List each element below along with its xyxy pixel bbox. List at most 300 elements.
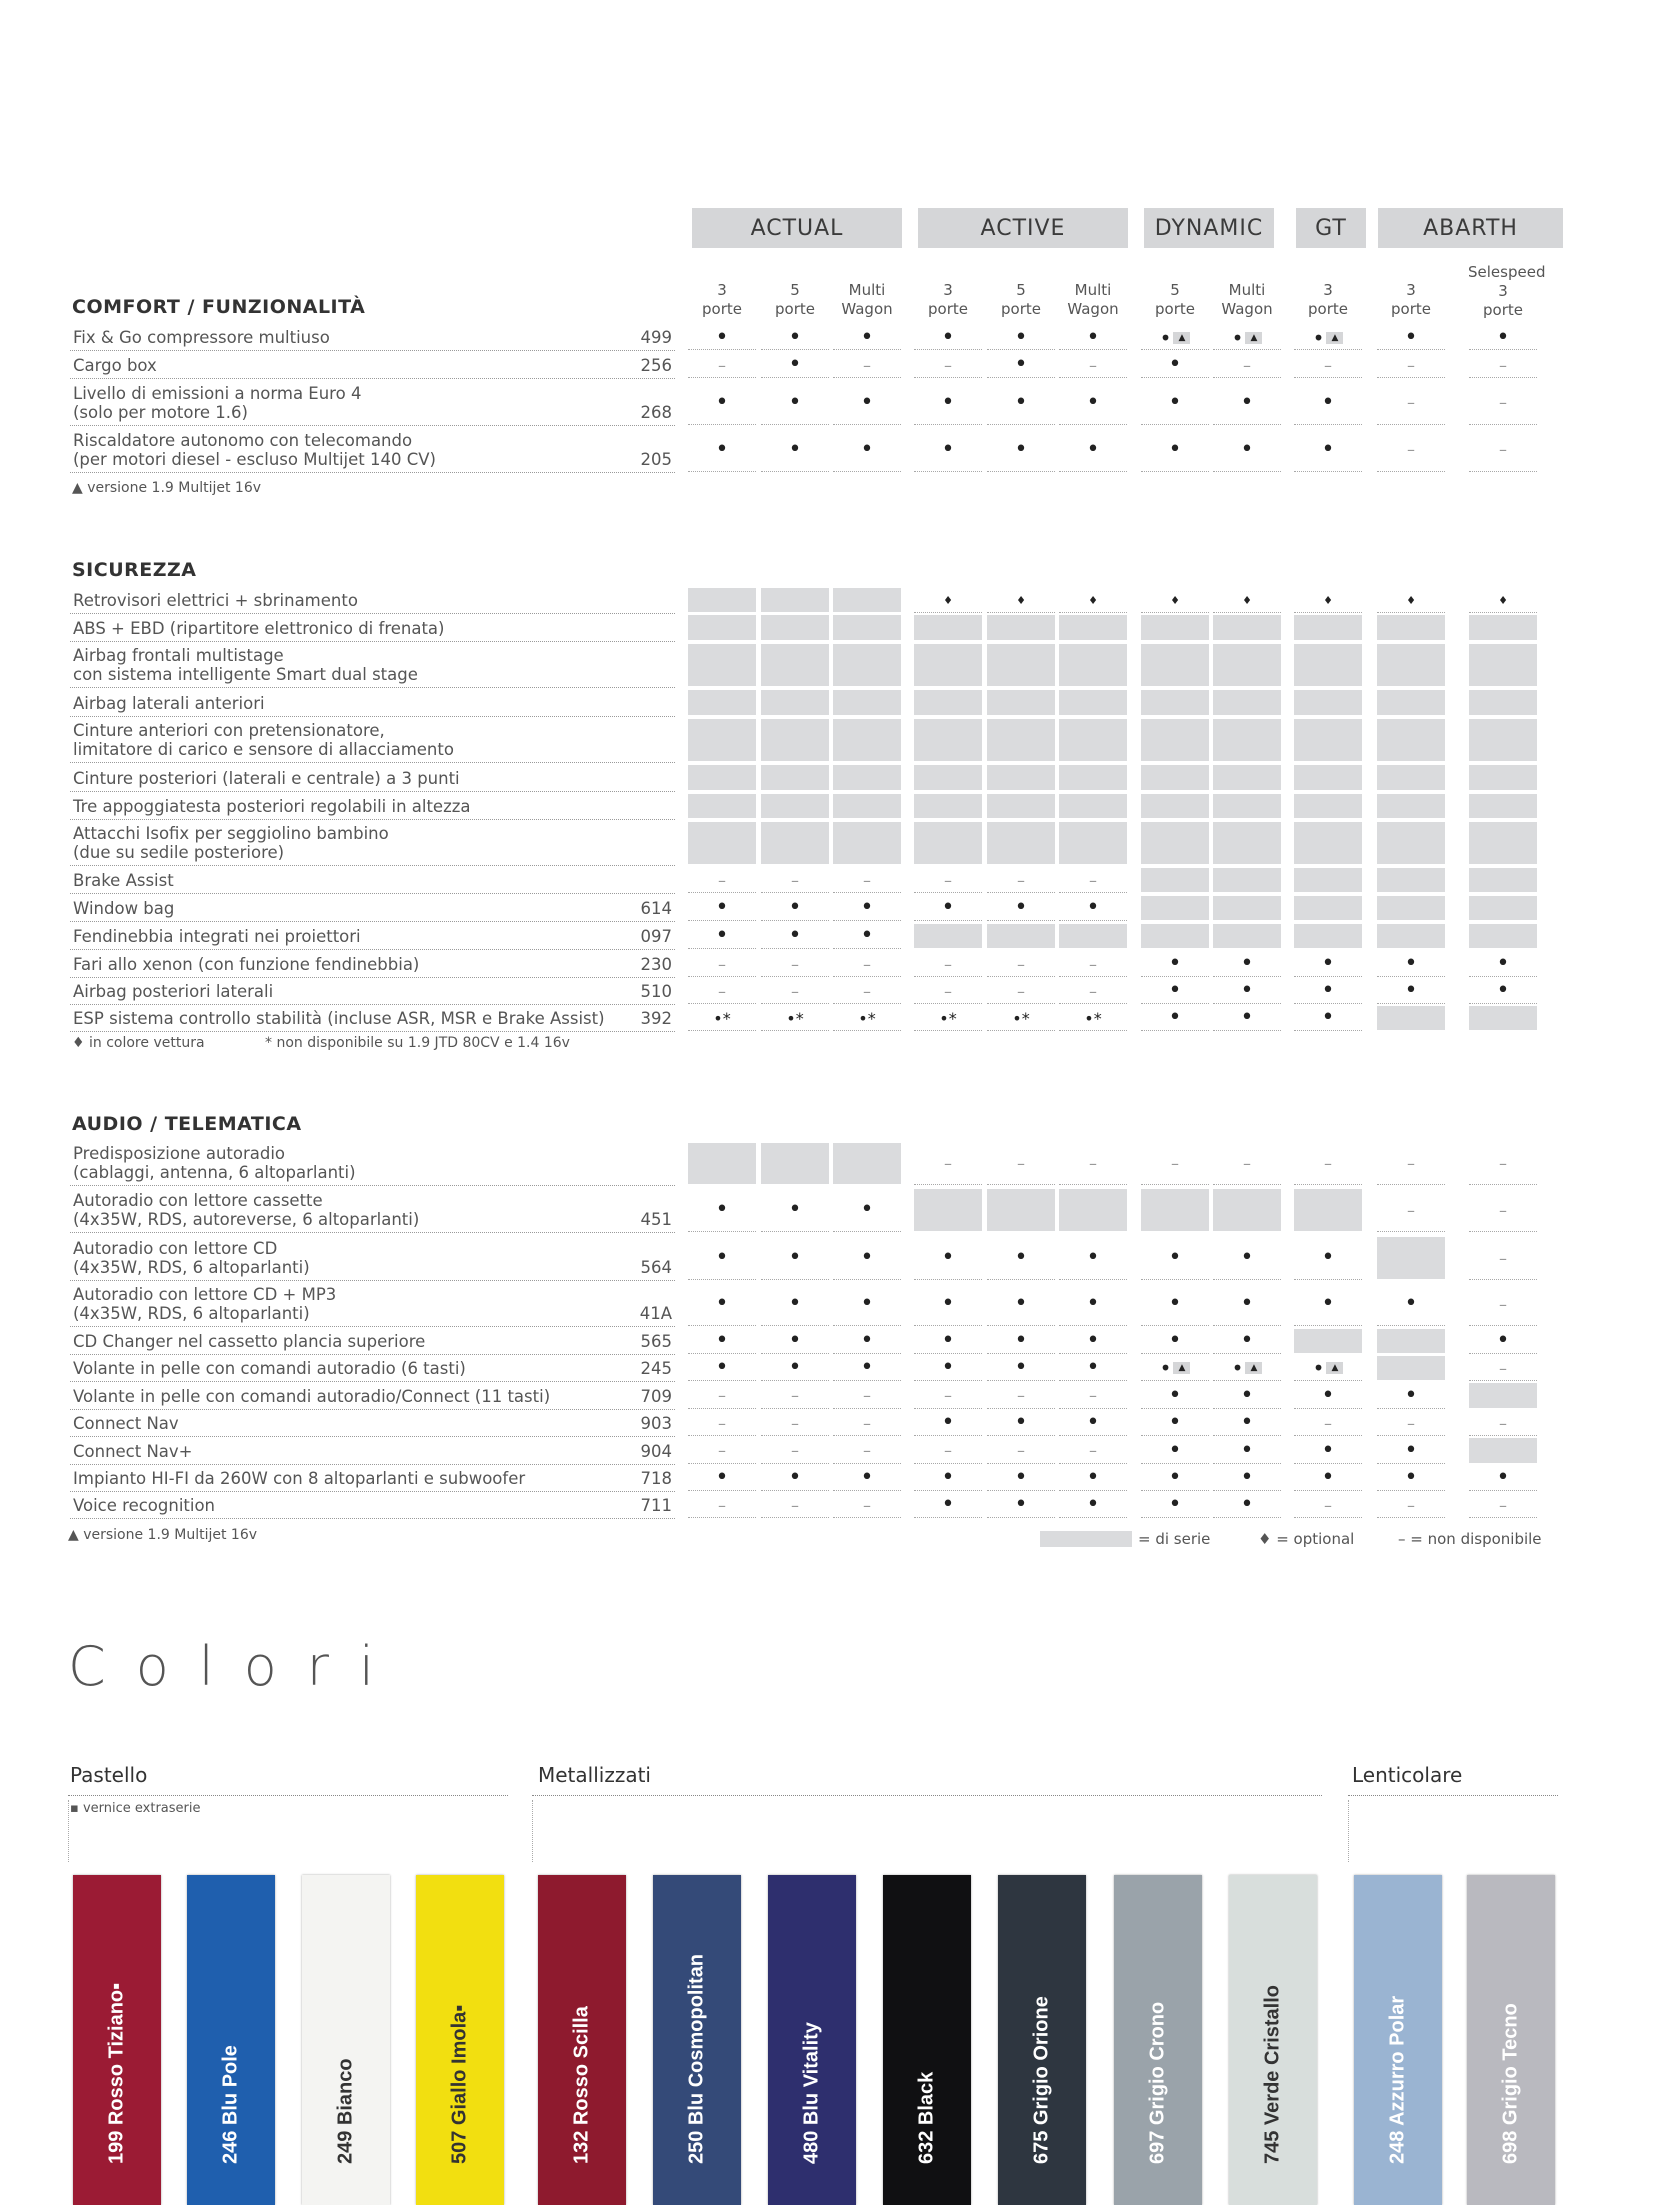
column-header [1212, 281, 1282, 319]
feature-label: Retrovisori elettrici + sbrinamento [73, 591, 358, 610]
legend-standard-label: = di serie [1138, 1530, 1211, 1548]
color-swatch [416, 1875, 504, 2205]
table-row [70, 1465, 675, 1492]
cell-std [688, 588, 756, 613]
feature-label: CD Changer nel cassetto plancia superiore [73, 1332, 426, 1351]
column-header-line: Multi [1228, 281, 1266, 299]
cell-dash: – [1059, 1143, 1127, 1185]
metallizzati-bracket [532, 1800, 533, 1862]
color-swatch-label: 632 Black [915, 2071, 938, 2164]
pastello-rule [68, 1795, 508, 1797]
cell-dot [1141, 1438, 1209, 1464]
cell-std [987, 690, 1055, 716]
cell-dot [1141, 1237, 1209, 1280]
color-swatch [73, 1875, 161, 2205]
cell-dash: – [761, 979, 829, 1004]
cell-std [1377, 690, 1445, 716]
cell-std [1059, 615, 1127, 641]
cell-dot [688, 1329, 756, 1354]
cell-dot [987, 381, 1055, 425]
cell-std [761, 765, 829, 791]
cell-dotstar [1059, 1006, 1127, 1031]
cell-dot [1059, 896, 1127, 921]
column-header [760, 281, 830, 319]
cell-dot [761, 353, 829, 378]
cell-dot [914, 1329, 982, 1354]
cell-std [833, 719, 901, 762]
cell-dot [1377, 952, 1445, 977]
cell-dash: – [1469, 1189, 1537, 1232]
column-header-line: Selespeed [1468, 263, 1546, 281]
table-row [70, 1142, 675, 1186]
feature-label: Connect Nav+ [73, 1442, 193, 1461]
cell-dot [1294, 381, 1362, 425]
cell-dot [1377, 979, 1445, 1004]
cell-opt [1141, 588, 1209, 613]
cell-dot [761, 327, 829, 350]
cell-dot [1294, 1237, 1362, 1280]
cell-std [1377, 719, 1445, 762]
cell-std [1059, 822, 1127, 865]
cell-dot [1141, 1493, 1209, 1518]
cell-std [1059, 924, 1127, 949]
cell-std [914, 765, 982, 791]
column-header [1058, 281, 1128, 319]
table-row [70, 895, 675, 922]
column-header-line: 3 [943, 281, 953, 299]
section-title-sicurezza: SICUREZZA [72, 559, 197, 581]
cell-std [1377, 1006, 1445, 1031]
column-header-line: Wagon [1221, 300, 1273, 318]
cell-std [1377, 924, 1445, 949]
cell-dot [1141, 952, 1209, 977]
column-header [832, 281, 902, 319]
cell-dot [761, 1237, 829, 1280]
table-row [70, 1005, 675, 1032]
cell-dot [833, 1189, 901, 1232]
table-row [70, 718, 675, 763]
feature-label: Fendinebbia integrati nei proiettori [73, 927, 361, 946]
cell-dot [1213, 1493, 1281, 1518]
feature-code: 268 [640, 403, 672, 422]
cell-std [1059, 794, 1127, 819]
cell-std [914, 1189, 982, 1232]
column-header-line: 3 [1498, 282, 1508, 300]
cell-std [1141, 924, 1209, 949]
cell-std [1213, 719, 1281, 762]
column-header-line: porte [775, 300, 815, 318]
cell-dot [833, 1237, 901, 1280]
cell-dotstar [688, 1006, 756, 1031]
cell-dash: – [1377, 428, 1445, 472]
cell-dot [1141, 428, 1209, 472]
cell-std [1213, 690, 1281, 716]
cell-dot [1377, 1466, 1445, 1491]
feature-label: Livello di emissioni a norma Euro 4 (solo per motore 1.6) [73, 384, 362, 422]
feature-label: Airbag laterali anteriori [73, 694, 265, 713]
cell-dash: – [1469, 428, 1537, 472]
feature-label: Cinture posteriori (laterali e centrale) a 3 punti [73, 769, 460, 788]
cell-std [1213, 822, 1281, 865]
cell-std [688, 644, 756, 687]
cell-dash: – [688, 1438, 756, 1464]
color-swatch [1229, 1875, 1317, 2205]
cell-std [1213, 868, 1281, 893]
cell-std [688, 822, 756, 865]
color-swatch [998, 1875, 1086, 2205]
cell-std [1294, 868, 1362, 893]
color-swatch-label: 507 Giallo Imola▪ [448, 2004, 471, 2164]
cell-std [914, 690, 982, 716]
table-row [70, 1355, 675, 1382]
cell-dot [688, 428, 756, 472]
column-header-line: porte [1391, 300, 1431, 318]
section-title-audio: AUDIO / TELEMATICA [72, 1113, 302, 1135]
cell-std [1141, 1189, 1209, 1232]
cell-dotstar [914, 1006, 982, 1031]
cell-std [1469, 615, 1537, 641]
column-header-line: porte [702, 300, 742, 318]
feature-label: Fari allo xenon (con funzione fendinebbia) [73, 955, 420, 974]
column-header-line: porte [1001, 300, 1041, 318]
cell-dot [1059, 1493, 1127, 1518]
feature-code: 614 [640, 899, 672, 918]
cell-std [1294, 794, 1362, 819]
sicurezza-footnote-colore: ♦ in colore vettura [72, 1035, 205, 1051]
feature-label: Cinture anteriori con pretensionatore, limitatore di carico e sensore di allacciamento [73, 721, 454, 759]
cell-std [688, 794, 756, 819]
cell-dash: – [1059, 868, 1127, 893]
cell-dash: – [914, 952, 982, 977]
table-row [70, 689, 675, 717]
cell-dash: – [914, 979, 982, 1004]
cell-std [987, 1189, 1055, 1232]
pastello-bracket [68, 1800, 69, 1862]
column-header-line: 5 [1170, 281, 1180, 299]
table-row [70, 1382, 675, 1410]
column-header-line: 3 [1323, 281, 1333, 299]
cell-dot [1469, 979, 1537, 1004]
cell-dash: – [688, 1411, 756, 1436]
column-header [1140, 281, 1210, 319]
group-header-active: ACTIVE [918, 208, 1128, 248]
cell-dash: – [987, 1438, 1055, 1464]
table-row [70, 380, 675, 426]
cell-dot [1213, 1329, 1281, 1354]
cell-dot [688, 1356, 756, 1381]
metallizzati-rule [532, 1795, 1322, 1797]
cell-dash: – [914, 1143, 982, 1185]
feature-code: 41A [639, 1304, 672, 1323]
column-header-line: porte [1155, 300, 1195, 318]
audio-footnote: ▲ versione 1.9 Multijet 16v [68, 1527, 258, 1543]
cell-dottri [1294, 1356, 1362, 1381]
cell-dash: – [1213, 1143, 1281, 1185]
cell-dot [987, 1493, 1055, 1518]
colori-title: Colori [68, 1635, 404, 1698]
cell-std [1469, 794, 1537, 819]
column-header [1293, 281, 1363, 319]
cell-dot [761, 1329, 829, 1354]
cell-dot [833, 1356, 901, 1381]
table-row [70, 1492, 675, 1519]
cell-dot [1213, 1283, 1281, 1326]
feature-label: Fix & Go compressore multiuso [73, 328, 330, 347]
feature-label: Tre appoggiatesta posteriori regolabili in altezza [73, 797, 471, 816]
table-row [70, 867, 675, 894]
cell-dot [914, 327, 982, 350]
color-swatch-label: 246 Blu Pole [219, 2045, 242, 2164]
cell-dot [761, 381, 829, 425]
cell-dot [1141, 1283, 1209, 1326]
cell-dash: – [688, 868, 756, 893]
feature-code: 709 [640, 1387, 672, 1406]
cell-dash: – [761, 868, 829, 893]
table-row [70, 614, 675, 642]
cell-dot [761, 896, 829, 921]
cell-dot [987, 896, 1055, 921]
legend-standard-swatch [1040, 1531, 1132, 1547]
feature-code: 097 [640, 927, 672, 946]
cell-std [1294, 1189, 1362, 1232]
feature-label: Impianto HI-FI da 260W con 8 altoparlanti e subwoofer [73, 1469, 526, 1488]
table-row [70, 793, 675, 820]
cell-dottri [1294, 327, 1362, 350]
cell-dot [1213, 1438, 1281, 1464]
feature-label: Window bag [73, 899, 175, 918]
cell-std [914, 615, 982, 641]
feature-code: 392 [640, 1009, 672, 1028]
cell-dash: – [688, 353, 756, 378]
cell-dot [833, 327, 901, 350]
cell-dash: – [1377, 1143, 1445, 1185]
cell-dot [761, 1283, 829, 1326]
cell-dash: – [1294, 1493, 1362, 1518]
cell-std [761, 644, 829, 687]
cell-std [1469, 765, 1537, 791]
feature-label: Cargo box [73, 356, 157, 375]
cell-dash: – [1377, 1189, 1445, 1232]
cell-std [987, 615, 1055, 641]
cell-dash: – [987, 868, 1055, 893]
cell-dot [1141, 1466, 1209, 1491]
cell-std [833, 822, 901, 865]
column-header-line: Multi [848, 281, 886, 299]
color-swatch [653, 1875, 741, 2205]
cell-dash: – [1294, 1143, 1362, 1185]
cell-dash: – [833, 979, 901, 1004]
cell-std [1377, 794, 1445, 819]
feature-label: ESP sistema controllo stabilità (incluse ASR, MSR e Brake Assist) [73, 1009, 605, 1028]
cell-dash: – [987, 979, 1055, 1004]
cell-dot [688, 1237, 756, 1280]
cell-std [987, 794, 1055, 819]
feature-code: 256 [640, 356, 672, 375]
cell-dash: – [833, 1438, 901, 1464]
cell-dot [761, 428, 829, 472]
table-row [70, 764, 675, 792]
cell-dash: – [833, 1411, 901, 1436]
cell-opt [1377, 588, 1445, 613]
cell-dot [1141, 1383, 1209, 1409]
cell-dot [1377, 1438, 1445, 1464]
color-swatch-label: 250 Blu Cosmopolitan [685, 1953, 708, 2164]
column-header [986, 281, 1056, 319]
cell-std [1294, 719, 1362, 762]
column-header-line: porte [1483, 301, 1523, 319]
cell-dot [688, 327, 756, 350]
cell-std [761, 1143, 829, 1185]
feature-label: Autoradio con lettore CD (4x35W, RDS, 6 altoparlanti) [73, 1239, 310, 1277]
cell-dot [688, 1283, 756, 1326]
cell-std [914, 924, 982, 949]
cell-dash: – [761, 1411, 829, 1436]
cell-std [1469, 690, 1537, 716]
feature-label: Volante in pelle con comandi autoradio (6 tasti) [73, 1359, 466, 1378]
cell-std [833, 644, 901, 687]
cell-dot [833, 896, 901, 921]
cell-std [761, 615, 829, 641]
column-header-line: 5 [1016, 281, 1026, 299]
cell-dot [1213, 1237, 1281, 1280]
cell-std [1141, 615, 1209, 641]
cell-dot [1059, 1466, 1127, 1491]
cell-dot [761, 1189, 829, 1232]
cell-dot [987, 1411, 1055, 1436]
group-header-dynamic: DYNAMIC [1144, 208, 1274, 248]
cell-dash: – [1059, 1438, 1127, 1464]
column-header-line: porte [1308, 300, 1348, 318]
color-swatch-label: 199 Rosso Tiziano▪ [105, 1982, 128, 2164]
cell-dot [987, 327, 1055, 350]
cell-dot [1294, 1383, 1362, 1409]
column-header-line: 5 [790, 281, 800, 299]
cell-dash: – [914, 1438, 982, 1464]
table-row [70, 923, 675, 950]
feature-label: Voice recognition [73, 1496, 216, 1515]
legend-standard [1040, 1530, 1210, 1548]
cell-opt [987, 588, 1055, 613]
feature-code: 451 [640, 1210, 672, 1229]
cell-dot [914, 896, 982, 921]
cell-dash: – [987, 1143, 1055, 1185]
cell-dot [914, 1356, 982, 1381]
cell-dash: – [1059, 353, 1127, 378]
table-row [70, 1282, 675, 1327]
cell-std [688, 690, 756, 716]
cell-dot [987, 1329, 1055, 1354]
cell-dash: – [761, 1493, 829, 1518]
feature-code: 499 [640, 328, 672, 347]
cell-std [1213, 794, 1281, 819]
cell-std [1469, 1006, 1537, 1031]
cell-std [833, 1143, 901, 1185]
cell-dot [1469, 327, 1537, 350]
cell-std [1059, 644, 1127, 687]
cell-std [1141, 822, 1209, 865]
cell-dot [833, 428, 901, 472]
cell-dash: – [1059, 1383, 1127, 1409]
cell-dotstar [761, 1006, 829, 1031]
colori-group-metallizzati: Metallizzati [538, 1763, 651, 1787]
color-swatch [538, 1875, 626, 2205]
table-row [70, 587, 675, 614]
cell-dot [1377, 327, 1445, 350]
cell-opt [1213, 588, 1281, 613]
cell-dot [1213, 979, 1281, 1004]
feature-code: 205 [640, 450, 672, 469]
cell-dash: – [688, 1493, 756, 1518]
cell-std [761, 794, 829, 819]
cell-std [987, 644, 1055, 687]
cell-dotstar [833, 1006, 901, 1031]
feature-label: Connect Nav [73, 1414, 179, 1433]
table-row [70, 951, 675, 978]
lenticolare-bracket [1348, 1800, 1349, 1862]
cell-dot [1059, 1237, 1127, 1280]
cell-std [1294, 924, 1362, 949]
cell-dash: – [833, 1383, 901, 1409]
cell-std [1141, 896, 1209, 921]
cell-std [1469, 1383, 1537, 1409]
cell-std [833, 588, 901, 613]
cell-dot [1294, 428, 1362, 472]
feature-code: 903 [640, 1414, 672, 1433]
cell-dot [1377, 1383, 1445, 1409]
cell-std [761, 588, 829, 613]
feature-label: Airbag posteriori laterali [73, 982, 274, 1001]
cell-dash: – [1377, 353, 1445, 378]
cell-dot [1141, 1329, 1209, 1354]
cell-std [914, 644, 982, 687]
cell-std [761, 719, 829, 762]
table-row [70, 1437, 675, 1465]
color-swatch-label: 132 Rosso Scilla [570, 2006, 593, 2164]
color-swatch [1467, 1875, 1555, 2205]
feature-label: Volante in pelle con comandi autoradio/Connect (11 tasti) [73, 1387, 551, 1406]
cell-std [1377, 644, 1445, 687]
cell-std [833, 615, 901, 641]
cell-dot [1141, 1006, 1209, 1031]
cell-dash: – [833, 868, 901, 893]
cell-dash: – [688, 979, 756, 1004]
table-row [70, 1188, 675, 1233]
cell-std [1294, 1329, 1362, 1354]
cell-dot [761, 924, 829, 949]
cell-dash: – [987, 1383, 1055, 1409]
cell-std [1469, 644, 1537, 687]
cell-std [1469, 924, 1537, 949]
cell-dot [914, 381, 982, 425]
cell-dash: – [1294, 353, 1362, 378]
cell-dot [688, 924, 756, 949]
cell-std [1377, 868, 1445, 893]
cell-dash: – [1469, 1143, 1537, 1185]
table-row [70, 1236, 675, 1281]
cell-dash: – [761, 1383, 829, 1409]
cell-dash: – [987, 952, 1055, 977]
cell-std [1213, 896, 1281, 921]
color-swatch [1114, 1875, 1202, 2205]
cell-opt [1294, 588, 1362, 613]
cell-dot [1469, 1329, 1537, 1354]
feature-code: 564 [640, 1258, 672, 1277]
cell-std [688, 615, 756, 641]
cell-std [1469, 1438, 1537, 1464]
cell-dot [1059, 1411, 1127, 1436]
cell-dot [987, 1237, 1055, 1280]
cell-std [1141, 690, 1209, 716]
